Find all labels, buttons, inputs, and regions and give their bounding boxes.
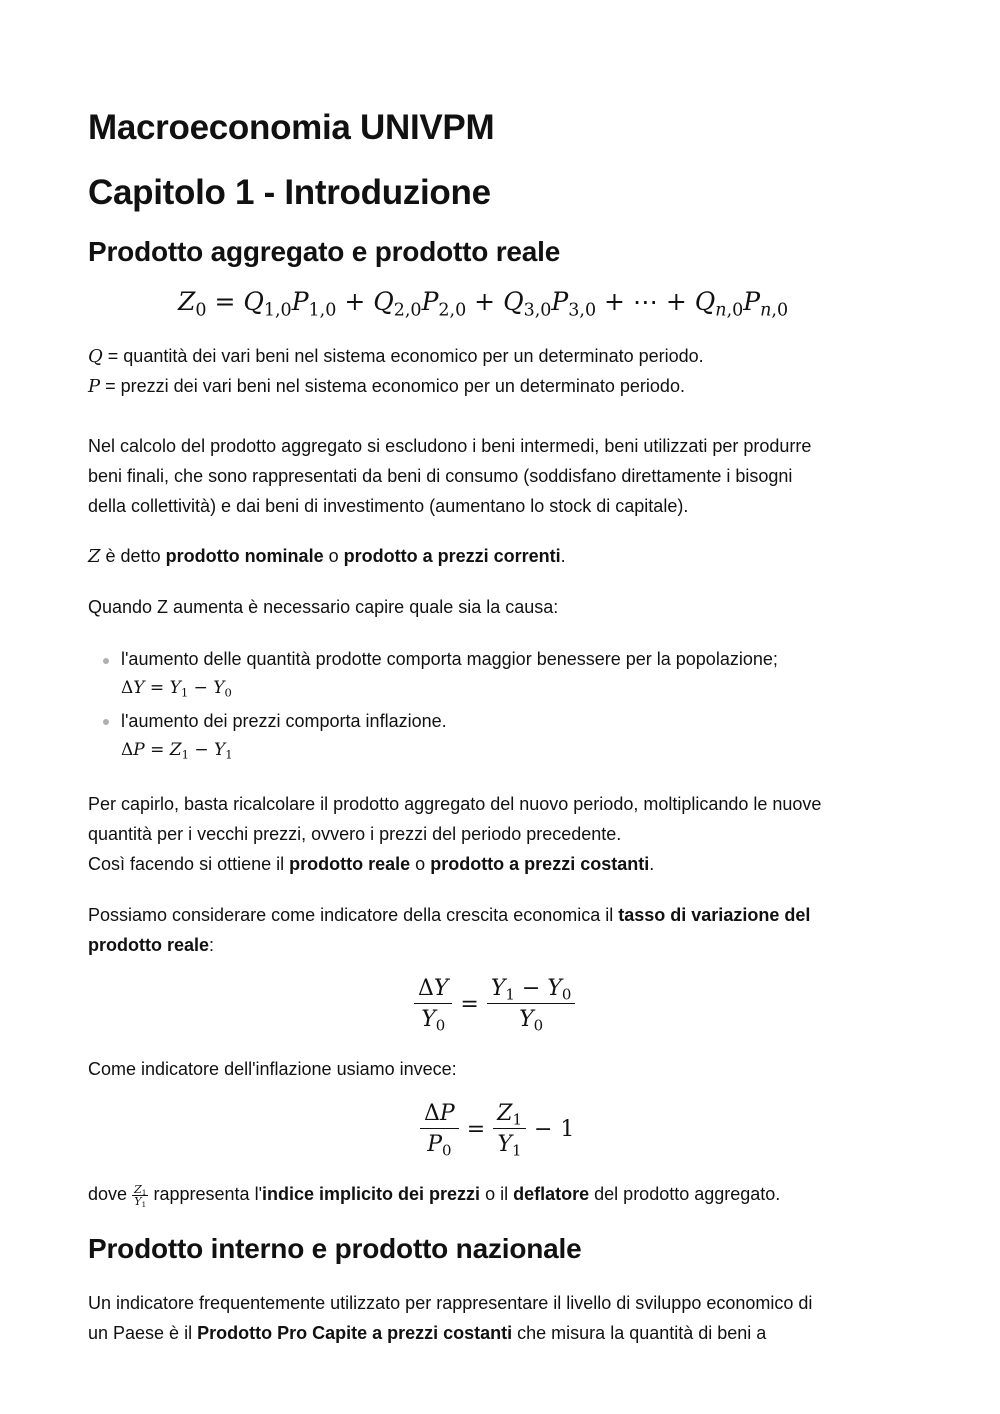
bullet-text: l'aumento delle quantità prodotte comporta maggior benessere per la popolazione; <box>121 649 778 669</box>
growth-rate-formula: $\frac{\Delta Y}{Y_0}$ = $\frac{Y_1 - Y_0}{Y_0}$ <box>414 976 575 1032</box>
text: rappresenta l' <box>153 1184 263 1204</box>
deflator-fraction: $\frac{Z_1}{Y_1}$ <box>134 1182 147 1209</box>
symbol-z: Z <box>88 546 101 567</box>
bullet-formula: $\Delta Y = Y_1 - Y_0$ <box>121 678 232 700</box>
text: dove <box>88 1184 128 1204</box>
text: del prodotto aggregato. <box>594 1184 781 1204</box>
term-constant-prices: prodotto a prezzi costanti <box>430 854 650 874</box>
text: o <box>415 854 426 874</box>
per-capita-line <box>88 1318 766 1348</box>
real-product-line <box>88 849 654 879</box>
term-current-prices: prodotto a prezzi correnti <box>343 546 561 566</box>
bullet-text: l'aumento dei prezzi comporta inflazione. <box>121 711 447 731</box>
term-implicit-price-index: indice implicito dei prezzi <box>262 1184 481 1204</box>
text: . <box>649 854 655 874</box>
paragraph-line: beni finali, che sono rappresentati da beni di consumo (soddisfano direttamente i bisogni <box>88 466 793 486</box>
paragraph-line: della collettività) e dai beni di investimento (aumentano lo stock di capitale). <box>88 496 689 516</box>
document-title: Macroeconomia UNIVPM <box>88 108 495 147</box>
symbol-q: Q <box>88 346 103 367</box>
growth-indicator-line <box>88 900 810 930</box>
text: o il <box>485 1184 509 1204</box>
symbol-p: P <box>88 376 101 397</box>
term-nominal: prodotto nominale <box>165 546 324 566</box>
definition-q-text: = quantità dei vari beni nel sistema economico per un determinato periodo. <box>107 346 704 366</box>
text: Possiamo considerare come indicatore della crescita economica il <box>88 905 614 925</box>
inflation-intro: Come indicatore dell'inflazione usiamo invece: <box>88 1059 457 1079</box>
section-heading-domestic: Prodotto interno e prodotto nazionale <box>88 1233 582 1264</box>
bullet-formula: $\Delta P = Z_1 - Y_1$ <box>121 740 233 762</box>
text: : <box>209 935 215 955</box>
paragraph-line: Per capirlo, basta ricalcolare il prodotto aggregato del nuovo periodo, moltiplicando le nuove <box>88 794 822 814</box>
term-growth-rate: tasso di variazione del <box>618 905 811 925</box>
section-heading-aggregate: Prodotto aggregato e prodotto reale <box>88 236 561 267</box>
text: è detto <box>105 546 161 566</box>
definition-p <box>88 371 685 402</box>
definition-q <box>88 341 704 372</box>
nominal-product-line <box>88 541 566 572</box>
term-per-capita: Prodotto Pro Capite a prezzi costanti <box>197 1323 513 1343</box>
text: o <box>328 546 339 566</box>
text: Così facendo si ottiene il <box>88 854 285 874</box>
main-formula: $Z_0 = Q_{1,0}P_{1,0} + Q_{2,0}P_{2,0} + Q_{3,0}P_{3,0}$ + ⋯ + $Q_{n,0}P_{n,0}$ <box>178 287 789 321</box>
bullet-dot <box>103 719 109 725</box>
chapter-title: Capitolo 1 - Introduzione <box>88 173 491 212</box>
bullet-dot <box>103 658 109 664</box>
definition-p-text: = prezzi dei vari beni nel sistema economico per un determinato periodo. <box>105 376 685 396</box>
deflator-line <box>88 1179 780 1209</box>
cause-question: Quando Z aumenta è necessario capire quale sia la causa: <box>88 597 559 617</box>
term-real-product: prodotto reale <box>289 854 411 874</box>
paragraph-line: Un indicatore frequentemente utilizzato per rappresentare il livello di sviluppo economico di <box>88 1293 813 1313</box>
text: che misura la quantità di beni a <box>517 1323 767 1343</box>
paragraph-line: Nel calcolo del prodotto aggregato si escludono i beni intermedi, beni utilizzati per produrre <box>88 436 812 456</box>
growth-indicator-line-2 <box>88 930 214 960</box>
term-deflator: deflatore <box>513 1184 590 1204</box>
text: un Paese è il <box>88 1323 193 1343</box>
inflation-formula: $\frac{\Delta P}{P_0}$ = $\frac{Z_1}{Y_1}$ − 1 <box>420 1101 574 1157</box>
paragraph-line: quantità per i vecchi prezzi, ovvero i prezzi del periodo precedente. <box>88 824 622 844</box>
bullet-list <box>88 644 912 774</box>
term-real-product: prodotto reale <box>88 935 210 955</box>
text: . <box>560 546 566 566</box>
